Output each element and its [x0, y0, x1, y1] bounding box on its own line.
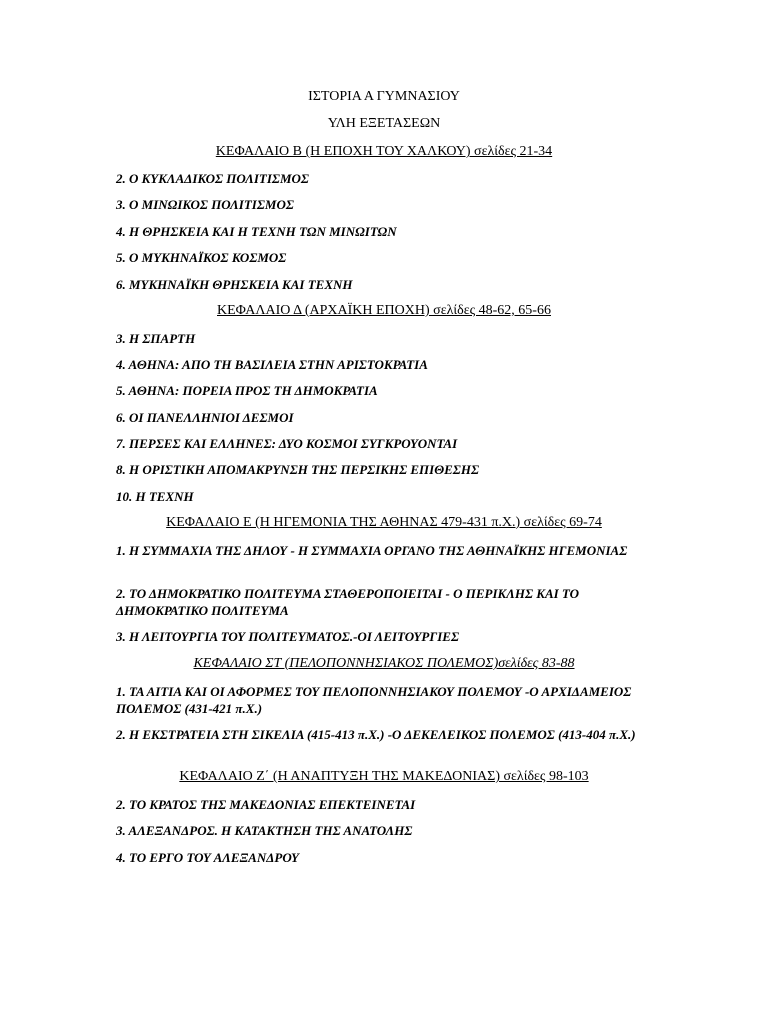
- list-item: 2. Η ΕΚΣΤΡΑΤΕΙΑ ΣΤΗ ΣΙΚΕΛΙΑ (415-413 π.Χ.) -Ο ΔΕΚΕΛΕΙΚΟΣ ΠΟΛΕΜΟΣ (413-404 π.Χ.): [116, 727, 636, 742]
- list-item: 4. ΑΘΗΝΑ: ΑΠΟ ΤΗ ΒΑΣΙΛΕΙΑ ΣΤΗΝ ΑΡΙΣΤΟΚΡΑΤΙΑ: [116, 357, 428, 372]
- list-item: 3. Η ΣΠΑΡΤΗ: [116, 331, 196, 346]
- list-item: 1. Η ΣΥΜΜΑΧΙΑ ΤΗΣ ΔΗΛΟΥ - Η ΣΥΜΜΑΧΙΑ ΟΡΓΑΝΟ ΤΗΣ ΑΘΗΝΑΪΚΗΣ ΗΓΕΜΟΝΙΑΣ: [116, 543, 628, 558]
- chapter-heading-d: ΚΕΦΑΛΑΙΟ Δ (ΑΡΧΑΪΚΗ ΕΠΟΧΗ) σελίδες 48-62, 65-66: [217, 303, 551, 318]
- list-item: 10. Η ΤΕΧΝΗ: [116, 489, 194, 504]
- chapter-heading-e: ΚΕΦΑΛΑΙΟ Ε (Η ΗΓΕΜΟΝΙΑ ΤΗΣ ΑΘΗΝΑΣ 479-431 π.Χ.) σελίδες 69-74: [166, 515, 602, 530]
- list-item: 2. ΤΟ ΚΡΑΤΟΣ ΤΗΣ ΜΑΚΕΔΟΝΙΑΣ ΕΠΕΚΤΕΙΝΕΤΑΙ: [116, 797, 416, 812]
- chapter-heading-st: ΚΕΦΑΛΑΙΟ ΣΤ (ΠΕΛΟΠΟΝΝΗΣΙΑΚΟΣ ΠΟΛΕΜΟΣ)σελίδες 83-88: [193, 656, 575, 671]
- chapter-heading-z: ΚΕΦΑΛΑΙΟ Ζ΄ (Η ΑΝΑΠΤΥΞΗ ΤΗΣ ΜΑΚΕΔΟΝΙΑΣ) σελίδες 98-103: [179, 769, 589, 784]
- list-item: 5. ΑΘΗΝΑ: ΠΟΡΕΙΑ ΠΡΟΣ ΤΗ ΔΗΜΟΚΡΑΤΙΑ: [116, 383, 378, 398]
- document-title: ΙΣΤΟΡΙΑ Α ΓΥΜΝΑΣΙΟΥ: [308, 89, 460, 104]
- list-item: 3. Ο ΜΙΝΩΙΚΟΣ ΠΟΛΙΤΙΣΜΟΣ: [116, 197, 294, 212]
- list-item: 2. Ο ΚΥΚΛΑΔΙΚΟΣ ΠΟΛΙΤΙΣΜΟΣ: [116, 171, 309, 186]
- list-item: 4. ΤΟ ΕΡΓΟ ΤΟΥ ΑΛΕΞΑΝΔΡΟΥ: [116, 850, 299, 865]
- list-item: 6. ΜΥΚΗΝΑΪΚΗ ΘΡΗΣΚΕΙΑ ΚΑΙ ΤΕΧΝΗ: [116, 277, 353, 292]
- list-item: 7. ΠΕΡΣΕΣ ΚΑΙ ΕΛΛΗΝΕΣ: ΔΥΟ ΚΟΣΜΟΙ ΣΥΓΚΡΟΥΟΝΤΑΙ: [116, 436, 458, 451]
- list-item: 3. ΑΛΕΞΑΝΔΡΟΣ. Η ΚΑΤΑΚΤΗΣΗ ΤΗΣ ΑΝΑΤΟΛΗΣ: [116, 823, 413, 838]
- list-item: 8. Η ΟΡΙΣΤΙΚΗ ΑΠΟΜΑΚΡΥΝΣΗ ΤΗΣ ΠΕΡΣΙΚΗΣ ΕΠΙΘΕΣΗΣ: [116, 462, 480, 477]
- list-item: 3. Η ΛΕΙΤΟΥΡΓΙΑ ΤΟΥ ΠΟΛΙΤΕΥΜΑΤΟΣ.-ΟΙ ΛΕΙΤΟΥΡΓΙΕΣ: [116, 629, 459, 644]
- list-item: 5. Ο ΜΥΚΗΝΑΪΚΟΣ ΚΟΣΜΟΣ: [116, 250, 287, 265]
- list-item: 2. ΤΟ ΔΗΜΟΚΡΑΤΙΚΟ ΠΟΛΙΤΕΥΜΑ ΣΤΑΘΕΡΟΠΟΙΕΙΤΑΙ - Ο ΠΕΡΙΚΛΗΣ ΚΑΙ ΤΟ ΔΗΜΟΚΡΑΤΙΚΟ ΠΟΛΙΤΕΥΜΑ: [116, 586, 580, 618]
- list-item: 4. Η ΘΡΗΣΚΕΙΑ ΚΑΙ Η ΤΕΧΝΗ ΤΩΝ ΜΙΝΩΙΤΩΝ: [116, 224, 397, 239]
- document-subtitle: ΥΛΗ ΕΞΕΤΑΣΕΩΝ: [327, 116, 441, 131]
- list-item: 1. ΤΑ ΑΙΤΙΑ ΚΑΙ ΟΙ ΑΦΟΡΜΕΣ ΤΟΥ ΠΕΛΟΠΟΝΝΗΣΙΑΚΟΥ ΠΟΛΕΜΟΥ -Ο ΑΡΧΙΔΑΜΕΙΟΣ ΠΟΛΕΜΟΣ (431-421 π.Χ.): [116, 684, 632, 716]
- list-item: 6. ΟΙ ΠΑΝΕΛΛΗΝΙΟΙ ΔΕΣΜΟΙ: [116, 410, 294, 425]
- chapter-heading-b: ΚΕΦΑΛΑΙΟ Β (Η ΕΠΟΧΗ ΤΟΥ ΧΑΛΚΟΥ) σελίδες 21-34: [215, 144, 553, 159]
